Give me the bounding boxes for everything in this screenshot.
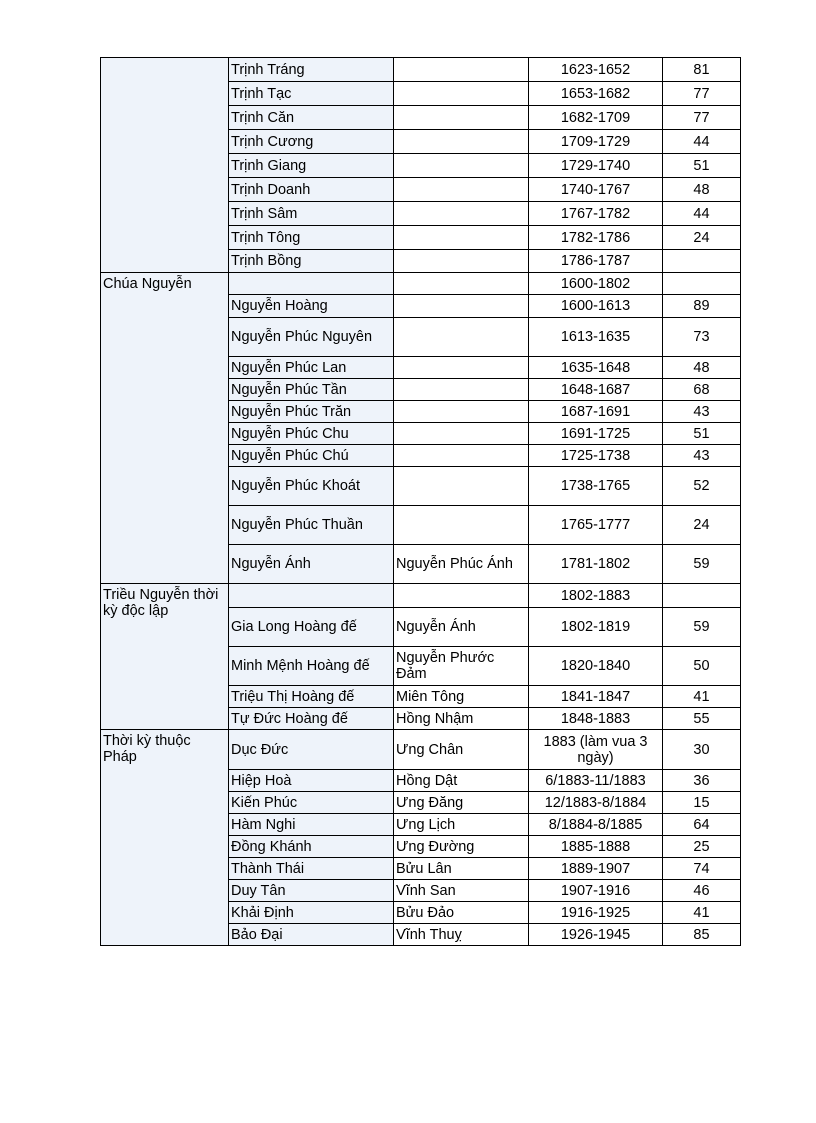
reign-years-cell: 8/1884-8/1885 <box>529 814 663 836</box>
age-cell: 68 <box>663 379 741 401</box>
personal-name-cell: Ưng Lịch <box>394 814 529 836</box>
dynasty-table <box>100 57 741 946</box>
personal-name-cell <box>394 273 529 295</box>
reign-years-cell: 1653-1682 <box>529 82 663 106</box>
age-cell: 73 <box>663 318 741 357</box>
ruler-name-cell: Nguyễn Phúc Nguyên <box>229 318 394 357</box>
personal-name-cell: Nguyễn Phúc Ánh <box>394 545 529 584</box>
reign-years-cell: 1907-1916 <box>529 880 663 902</box>
ruler-name-cell: Thành Thái <box>229 858 394 880</box>
age-cell: 77 <box>663 106 741 130</box>
age-cell: 43 <box>663 445 741 467</box>
period-cell: Thời kỳ thuộc Pháp <box>101 730 229 946</box>
age-cell: 44 <box>663 202 741 226</box>
ruler-name-cell: Dục Đức <box>229 730 394 770</box>
reign-years-cell: 1916-1925 <box>529 902 663 924</box>
period-cell: Triều Nguyễn thời kỳ độc lập <box>101 584 229 730</box>
age-cell: 81 <box>663 58 741 82</box>
age-cell: 50 <box>663 647 741 686</box>
ruler-name-cell: Bảo Đại <box>229 924 394 946</box>
reign-years-cell: 1883 (làm vua 3 ngày) <box>529 730 663 770</box>
reign-years-cell: 1926-1945 <box>529 924 663 946</box>
age-cell: 74 <box>663 858 741 880</box>
ruler-name-cell: Nguyễn Phúc Lan <box>229 357 394 379</box>
personal-name-cell <box>394 202 529 226</box>
reign-years-cell: 1613-1635 <box>529 318 663 357</box>
personal-name-cell <box>394 250 529 273</box>
age-cell: 55 <box>663 708 741 730</box>
ruler-name-cell: Trịnh Căn <box>229 106 394 130</box>
personal-name-cell: Nguyễn Phước Đảm <box>394 647 529 686</box>
ruler-name-cell: Triệu Thị Hoàng đế <box>229 686 394 708</box>
age-cell <box>663 273 741 295</box>
age-cell: 46 <box>663 880 741 902</box>
reign-years-cell: 1635-1648 <box>529 357 663 379</box>
ruler-name-cell: Nguyễn Phúc Trăn <box>229 401 394 423</box>
personal-name-cell: Hồng Nhậm <box>394 708 529 730</box>
ruler-name-cell: Trịnh Tạc <box>229 82 394 106</box>
ruler-name-cell: Gia Long Hoàng đế <box>229 608 394 647</box>
reign-years-cell: 6/1883-11/1883 <box>529 770 663 792</box>
personal-name-cell <box>394 467 529 506</box>
reign-years-cell: 1786-1787 <box>529 250 663 273</box>
personal-name-cell <box>394 295 529 318</box>
reign-years-cell: 1709-1729 <box>529 130 663 154</box>
age-cell: 41 <box>663 902 741 924</box>
ruler-name-cell: Trịnh Tráng <box>229 58 394 82</box>
personal-name-cell <box>394 506 529 545</box>
ruler-name-cell: Hàm Nghi <box>229 814 394 836</box>
personal-name-cell <box>394 357 529 379</box>
personal-name-cell <box>394 445 529 467</box>
age-cell: 15 <box>663 792 741 814</box>
ruler-name-cell: Nguyễn Phúc Tần <box>229 379 394 401</box>
personal-name-cell: Bửu Đảo <box>394 902 529 924</box>
reign-years-cell: 1782-1786 <box>529 226 663 250</box>
age-cell: 59 <box>663 545 741 584</box>
personal-name-cell: Miên Tông <box>394 686 529 708</box>
age-cell: 51 <box>663 154 741 178</box>
reign-years-cell: 1648-1687 <box>529 379 663 401</box>
age-cell: 77 <box>663 82 741 106</box>
reign-years-cell: 1725-1738 <box>529 445 663 467</box>
age-cell <box>663 584 741 608</box>
personal-name-cell <box>394 318 529 357</box>
ruler-name-cell: Minh Mệnh Hoàng đế <box>229 647 394 686</box>
reign-years-cell: 1600-1802 <box>529 273 663 295</box>
personal-name-cell <box>394 226 529 250</box>
ruler-name-cell <box>229 584 394 608</box>
ruler-name-cell: Khải Định <box>229 902 394 924</box>
reign-years-cell: 1600-1613 <box>529 295 663 318</box>
ruler-name-cell <box>229 273 394 295</box>
reign-years-cell: 1729-1740 <box>529 154 663 178</box>
reign-years-cell: 1691-1725 <box>529 423 663 445</box>
ruler-name-cell: Trịnh Giang <box>229 154 394 178</box>
reign-years-cell: 1738-1765 <box>529 467 663 506</box>
reign-years-cell: 1767-1782 <box>529 202 663 226</box>
ruler-name-cell: Trịnh Bồng <box>229 250 394 273</box>
personal-name-cell: Bửu Lân <box>394 858 529 880</box>
personal-name-cell <box>394 106 529 130</box>
age-cell: 24 <box>663 226 741 250</box>
age-cell: 85 <box>663 924 741 946</box>
ruler-name-cell: Nguyễn Phúc Thuần <box>229 506 394 545</box>
personal-name-cell <box>394 154 529 178</box>
reign-years-cell: 1781-1802 <box>529 545 663 584</box>
reign-years-cell: 1623-1652 <box>529 58 663 82</box>
table-row <box>101 584 741 608</box>
age-cell: 25 <box>663 836 741 858</box>
personal-name-cell: Hồng Dật <box>394 770 529 792</box>
ruler-name-cell: Nguyễn Phúc Khoát <box>229 467 394 506</box>
table-row <box>101 273 741 295</box>
ruler-name-cell: Trịnh Cương <box>229 130 394 154</box>
age-cell <box>663 250 741 273</box>
age-cell: 36 <box>663 770 741 792</box>
age-cell: 30 <box>663 730 741 770</box>
ruler-name-cell: Nguyễn Phúc Chu <box>229 423 394 445</box>
personal-name-cell <box>394 584 529 608</box>
reign-years-cell: 1765-1777 <box>529 506 663 545</box>
age-cell: 24 <box>663 506 741 545</box>
personal-name-cell <box>394 82 529 106</box>
personal-name-cell <box>394 58 529 82</box>
personal-name-cell: Vĩnh San <box>394 880 529 902</box>
reign-years-cell: 1687-1691 <box>529 401 663 423</box>
ruler-name-cell: Trịnh Tông <box>229 226 394 250</box>
personal-name-cell <box>394 178 529 202</box>
age-cell: 59 <box>663 608 741 647</box>
reign-years-cell: 1802-1883 <box>529 584 663 608</box>
ruler-name-cell: Nguyễn Hoàng <box>229 295 394 318</box>
age-cell: 48 <box>663 178 741 202</box>
ruler-name-cell: Trịnh Sâm <box>229 202 394 226</box>
period-cell <box>101 58 229 273</box>
personal-name-cell: Ưng Chân <box>394 730 529 770</box>
personal-name-cell: Ưng Đường <box>394 836 529 858</box>
personal-name-cell <box>394 423 529 445</box>
ruler-name-cell: Đồng Khánh <box>229 836 394 858</box>
personal-name-cell <box>394 401 529 423</box>
personal-name-cell: Vĩnh Thuỵ <box>394 924 529 946</box>
ruler-name-cell: Tự Đức Hoàng đế <box>229 708 394 730</box>
ruler-name-cell: Trịnh Doanh <box>229 178 394 202</box>
age-cell: 52 <box>663 467 741 506</box>
ruler-name-cell: Hiệp Hoà <box>229 770 394 792</box>
reign-years-cell: 1682-1709 <box>529 106 663 130</box>
age-cell: 43 <box>663 401 741 423</box>
reign-years-cell: 1740-1767 <box>529 178 663 202</box>
reign-years-cell: 1885-1888 <box>529 836 663 858</box>
personal-name-cell: Ưng Đăng <box>394 792 529 814</box>
ruler-name-cell: Kiến Phúc <box>229 792 394 814</box>
reign-years-cell: 12/1883-8/1884 <box>529 792 663 814</box>
age-cell: 44 <box>663 130 741 154</box>
table-row <box>101 730 741 770</box>
period-cell: Chúa Nguyễn <box>101 273 229 584</box>
reign-years-cell: 1820-1840 <box>529 647 663 686</box>
personal-name-cell: Nguyễn Ánh <box>394 608 529 647</box>
age-cell: 89 <box>663 295 741 318</box>
ruler-name-cell: Nguyễn Phúc Chú <box>229 445 394 467</box>
personal-name-cell <box>394 130 529 154</box>
reign-years-cell: 1889-1907 <box>529 858 663 880</box>
ruler-name-cell: Nguyễn Ánh <box>229 545 394 584</box>
personal-name-cell <box>394 379 529 401</box>
reign-years-cell: 1848-1883 <box>529 708 663 730</box>
table-row <box>101 58 741 82</box>
age-cell: 41 <box>663 686 741 708</box>
reign-years-cell: 1802-1819 <box>529 608 663 647</box>
age-cell: 51 <box>663 423 741 445</box>
ruler-name-cell: Duy Tân <box>229 880 394 902</box>
reign-years-cell: 1841-1847 <box>529 686 663 708</box>
age-cell: 64 <box>663 814 741 836</box>
age-cell: 48 <box>663 357 741 379</box>
